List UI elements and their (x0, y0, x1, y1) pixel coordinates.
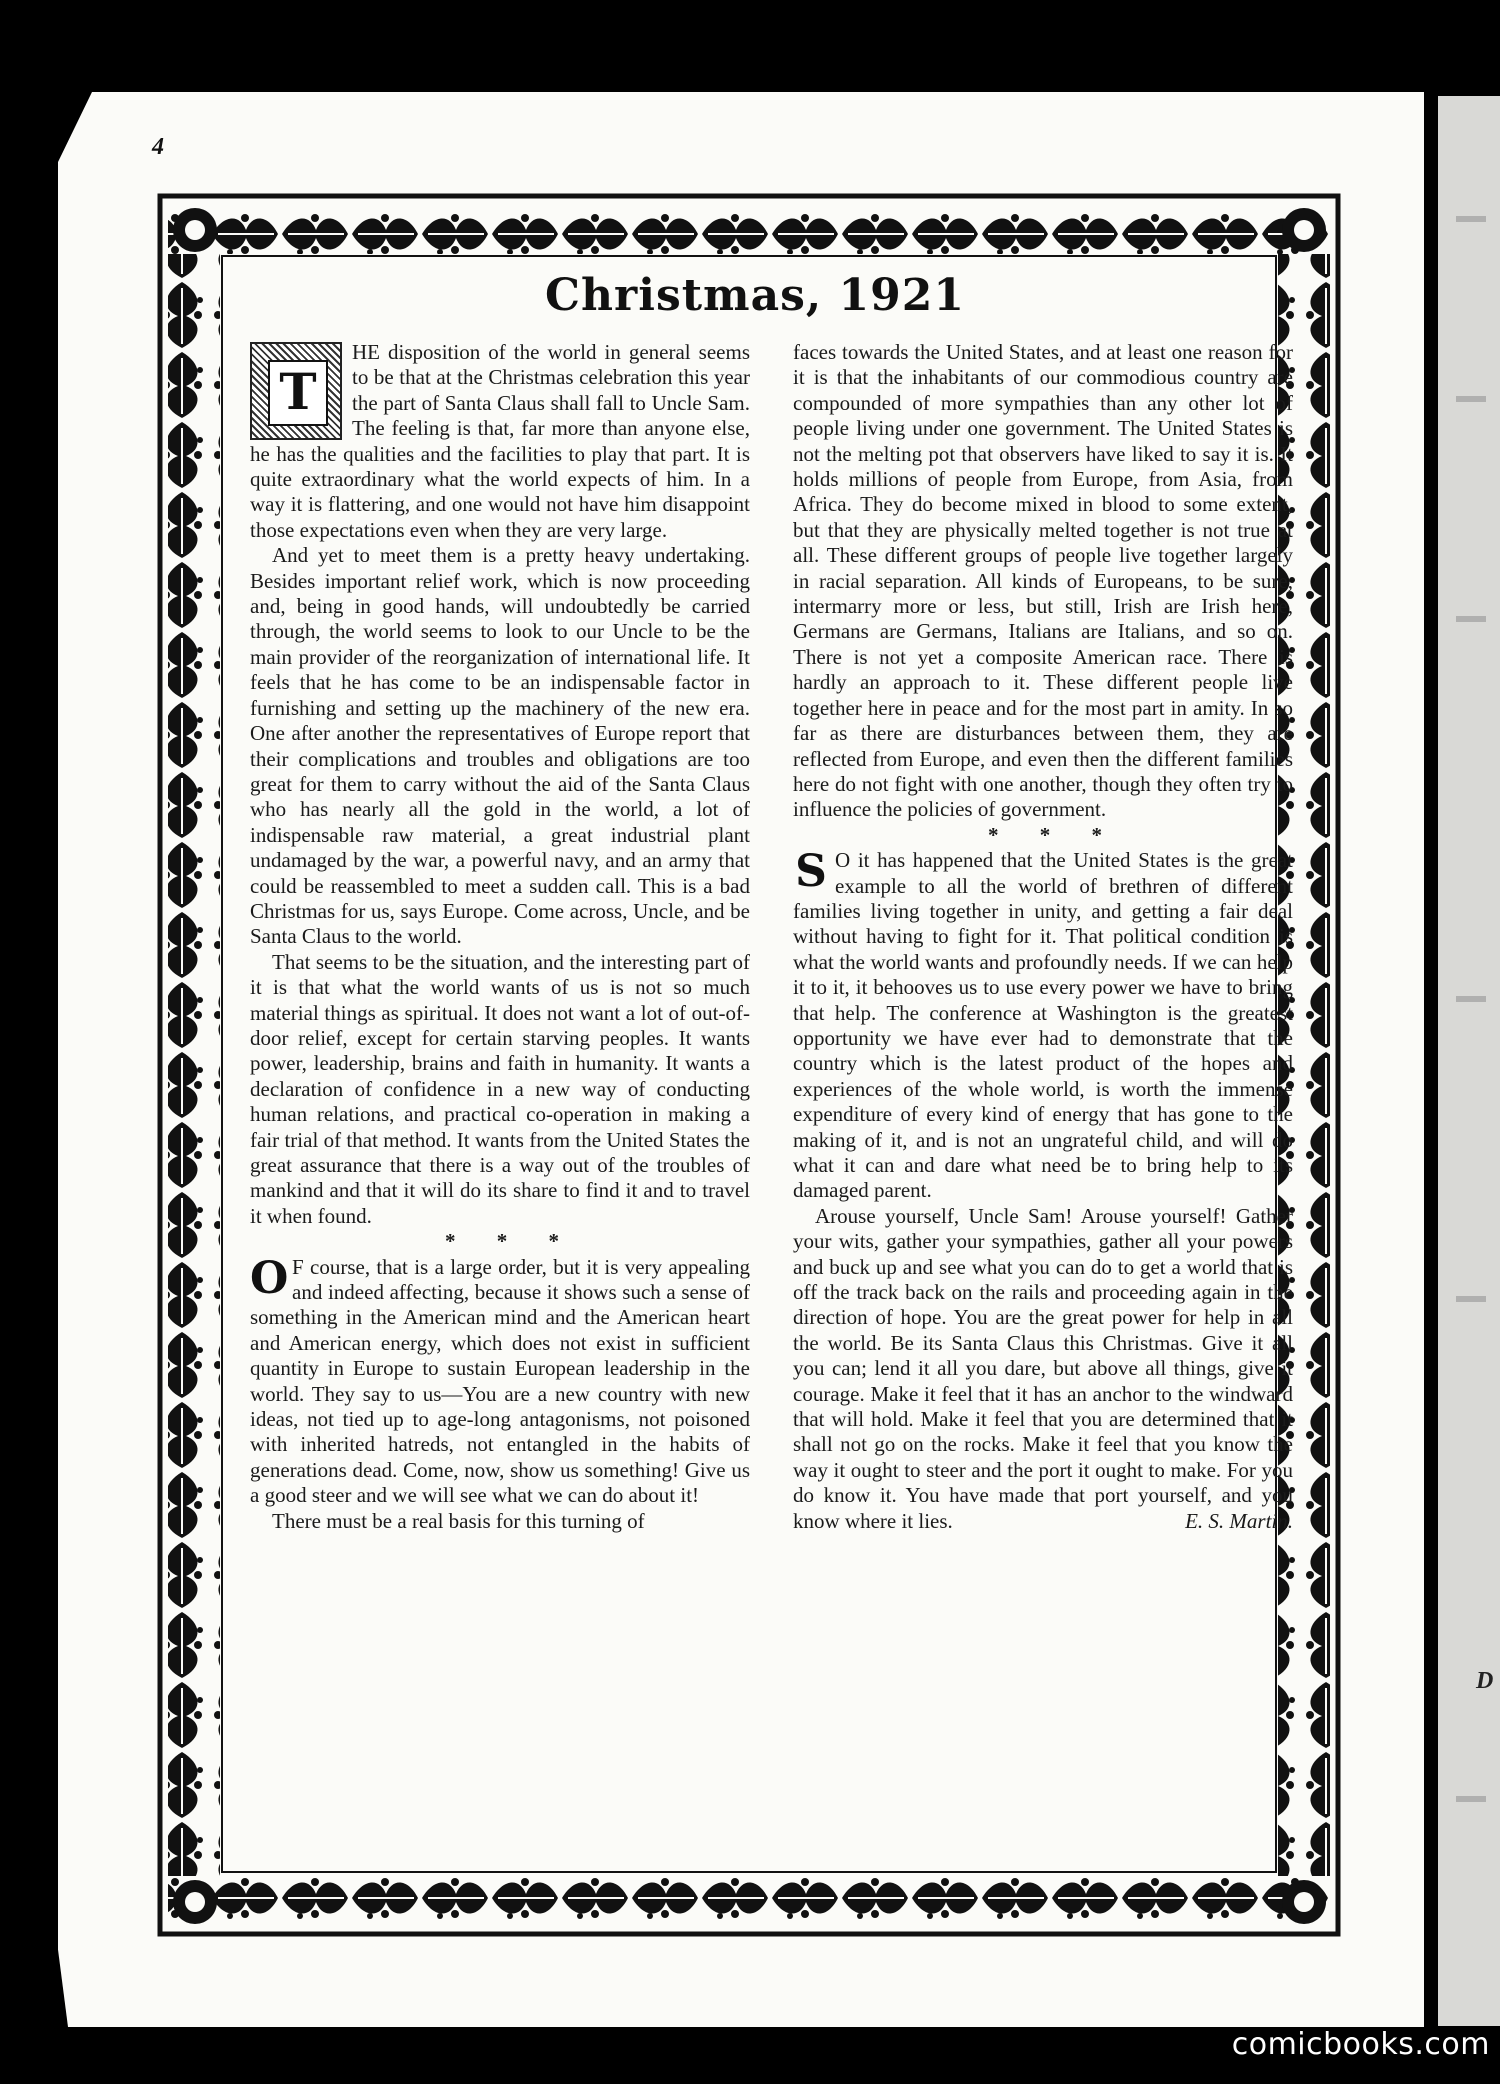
site-watermark: comicbooks.com (1231, 2027, 1490, 2062)
article-column-left (250, 340, 750, 1534)
paragraph-text: F course, that is a large order, but it is very appealing and indeed affecting, because it shows such a sense of something in the American mind and the American heart and American energy, which does not exist in sufficient quantity in Europe to sustain European leadership in the world. They say to us—You are a new country with new ideas, not tied up to age-long antagonisms, not poisoned with inherited hatreds, not entangled in the habits of generations dead. Come, now, show us something! Give us a good steer and we will see what we can do about it! (250, 1254, 750, 1508)
paragraph-text: Arouse yourself, Uncle Sam! Arouse yourself! Gather your wits, gather your sympathies, gather all your powers and buck up and see what you can do to get a world that is off the track back on the rails and proceeding again in the direction of hope. You are the great power for help in all the world. Be its Santa Claus this Christmas. Give it all you can; lend it all you dare, but above all things, give it courage. Make it feel that it has an anchor to the windward that will hold. Make it feel that you are determined that it shall not go on the rocks. Make it feel that you know the way it ought to steer and the port it ought to make. For you do know it. You have made that port yourself, and you know where it lies. (793, 1203, 1293, 1533)
page-number: 4 (152, 134, 164, 160)
article-column-right (793, 340, 1293, 1534)
section-break: * * * (445, 1229, 577, 1254)
paragraph: And yet to meet them is a pretty heavy undertaking. Besides important relief work, which is now proceeding and, being in good hands, will undoubtedly be carried through, the world seems to look to our Uncle to be the main provider of the reorganization of international life. It feels that he has come to be an indispensable factor in furnishing and setting up the machinery of the new era. One after another the representatives of Europe report that their complications and troubles and obligations are too great for them to carry without the aid of the Santa Claus who has nearly all the gold in the world, a lot of indispensable raw material, a great industrial plant undamaged by the war, a powerful navy, and an army that could be reassembled to meet a sudden call. This is a bad Christmas for us, says Europe. Come across, Uncle, and be Santa Claus to the world. (250, 543, 750, 949)
paragraph (250, 1252, 750, 1509)
paragraph-text: O it has happened that the United States is the great example to all the world of brethren of different families living together in unity, and getting a fair deal without having to fight for it. That political condition is what the world wants and profoundly needs. If we can help it to it, it behooves us to use every power we have to bring that help. The conference at Washington is the greatest opportunity we have ever had to demonstrate that the country which is the latest product of the hopes and experiences of the whole world, is worth the immense expenditure of every kind of energy that has gone to the making of it, and is not an ungrateful child, and will do what it can and dare what need be to bring help to its damaged parent. (793, 848, 1293, 1203)
dropcap-letter: S (795, 846, 827, 898)
facing-page-letter: D (1476, 1668, 1494, 1694)
paragraph: There must be a real basis for this turning of (272, 1508, 645, 1533)
paragraph (793, 848, 1293, 1204)
author-signature: E. S. Martin. (1185, 1508, 1293, 1533)
dropcap-letter: T (268, 360, 328, 426)
paragraph: That seems to be the situation, and the interesting part of it is that what the world wants of us is not so much material things as spiritual. It does not want a lot of out-of-door relief, except for certain starving peoples. It wants power, leadership, brains and faith in humanity. It wants a declaration of confidence in a new way of conducting human relations, and practical co-operation in making a fair trial of that method. It wants from the United States the great assurance that there is a way out of the troubles of mankind and that it will do its share to find it and to travel it when found. (250, 949, 750, 1228)
paragraph: faces towards the United States, and at least one reason for it is that the inhabitants of our commodious country are compounded of more sympathies than any other lot of people living under one government. The United States is not the melting pot that observers have liked to say it is. It holds millions of people from Europe, from Asia, from Africa. They do become mixed in blood to some extent, but that they are physically melted together is not true at all. These different groups of people live together largely in racial separation. All kinds of Europeans, to be sure, intermarry more or less, but still, Irish are Irish here, Germans are Germans, Italians are Italians, and so on. There is not yet a composite American race. There is hardly an approach to it. These different people live together here in peace and for the most part in amity. In so far as there are disturbances between them, they are reflected from Europe, and even then the different families here do not fight with one another, though they often try to influence the policies of government. (793, 340, 1293, 822)
dropcap-letter: O (250, 1252, 289, 1304)
paragraph (793, 1204, 1293, 1534)
article-title: Christmas, 1921 (545, 270, 965, 321)
paragraph: HE disposition of the world in general seems to be that at the Christmas celebration this year the part of Santa Claus shall fall to Uncle Sam. The feeling is that, far more than anyone else, he has the qualities and the facilities to play that part. It is quite extraordinary what the world expects of him. In a way it is flattering, and one would not have him disappoint those expectations even when they are very large. (250, 340, 750, 542)
section-break: * * * (988, 822, 1120, 847)
ornamental-dropcap-icon (250, 342, 342, 440)
